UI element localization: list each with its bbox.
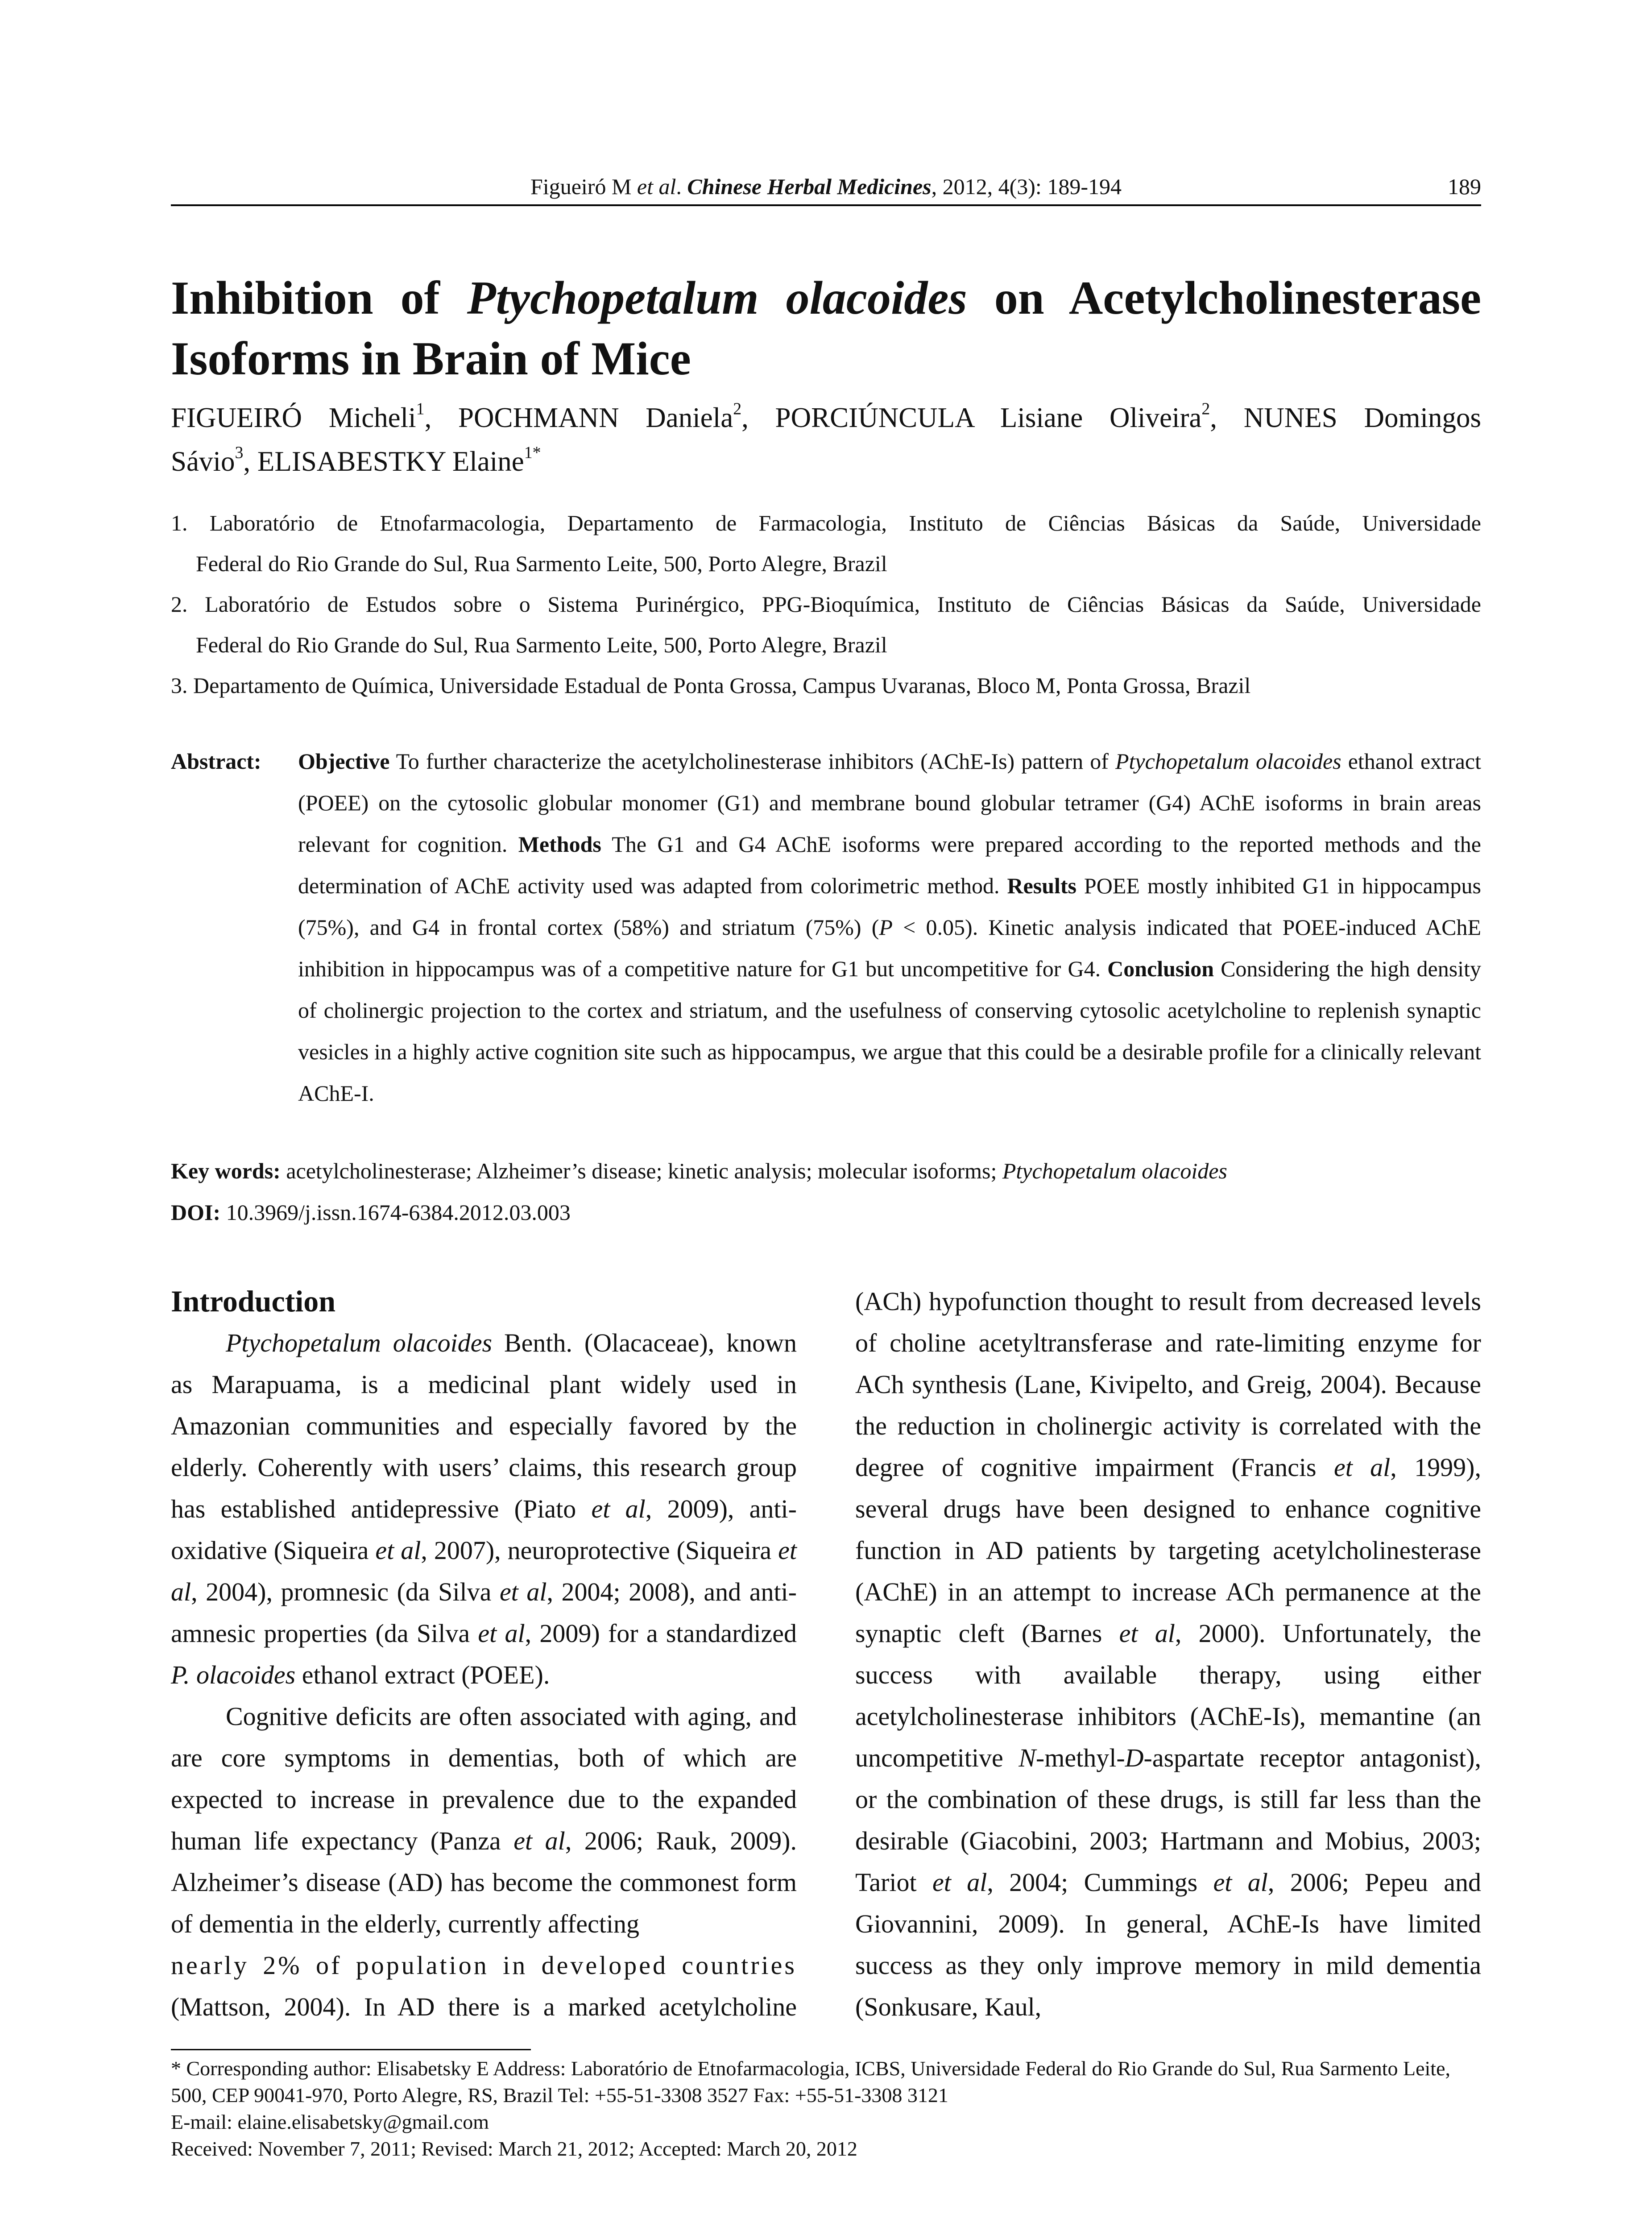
intro-paragraph-2-continued: (ACh) hypofunction thought to result from decreased levels of choline acetyltransferase and rate-limiting enzyme for ACh synthesis (Lane, Kivipelto, and Greig, 2004). Because the reduction in cholinergic activity is correlated with the degree of cognitive impairment (Francis et al, 1999), several drugs have been designed to enhance cognitive function in AD patients by targeting acetylcholinesterase (AChE) in an attempt to increase ACh permanence at the synaptic cleft (Barnes et al, 2000). Unfortunately, the success with available therapy, using either acetylcholinesterase inhibitors (AChE-Is), memantine (an uncompetitive N-methyl-D-aspartate receptor antagonist), or the combination of these drugs, is still far less than the desirable (Giacobini, 2003; Hartmann and Mobius, 2003; Tariot et al, 2004; Cummings et al, 2006; Pepeu and Giovannini, 2009). In general, AChE-Is have limited success as they only improve memory in mild dementia (Sonkusare, Kaul, [855, 1287, 1481, 2021]
intro-column-left: Introduction Ptychopetalum olacoides Benth. (Olacaceae), known as Marapuama, is a medicinal plant widely used in Amazonian communities and especially favored by the elderly. Coherently with users’ claims, this research group has established antidepressive (Piato et al, 2009), anti-oxidative (Siqueira et al, 2007), neuroprotective (Siqueira et al, 2004), promnesic (da Silva et al, 2004; 2008), and anti-amnesic properties (da Silva et al, 2009) for a standardized P. olacoides ethanol extract (POEE). Cognitive deficits are often associated with aging, and are core symptoms in dementias, both of which are expected to increase in prevalence due to the expanded human life expectancy (Panza et al, 2006; Rauk, 2009). Alzheimer’s disease (AD) has become the commonest form of dementia in the elderly, currently affecting nearly 2% of population in developed countries (Mattson, 2004). In AD there is a marked acetylcholine [171, 1281, 797, 2028]
keywords: Key words: acetylcholinesterase; Alzheimer’s disease; kinetic analysis; molecular isoforms; Ptychopetalum olacoides [171, 1158, 1227, 1183]
affiliation-1: 1. Laboratório de Etnofarmacologia, Departamento de Farmacologia, Instituto de Ciências Básicas da Saúde, Universidade [171, 510, 1481, 535]
abstract-label: Abstract: [171, 749, 261, 774]
intro-column-right [855, 1281, 1481, 2028]
affiliation-3: 3. Departamento de Química, Universidade Estadual de Ponta Grossa, Campus Uvaranas, Bloco M, Ponta Grossa, Brazil [171, 673, 1251, 698]
corresponding-author: * Corresponding author: Elisabetsky E Address: Laboratório de Etnofarmacologia, ICBS, Universidade Federal do Rio Grande do Sul, Rua Sarmento Leite, 500, CEP 90041-970, Porto Alegre, RS, Brazil Tel: +55-51-3308 3527 Fax: +55-51-3308 3121 [171, 2057, 1450, 2107]
abstract-body: Objective To further characterize the acetylcholinesterase inhibitors (AChE-Is) pattern of Ptychopetalum olacoides ethanol extract (POEE) on the cytosolic globular monomer (G1) and membrane bound globular tetramer (G4) AChE isoforms in brain areas relevant for cognition. Methods The G1 and G4 AChE isoforms were prepared according to the reported methods and the determination of AChE activity used was adapted from colorimetric method. Results POEE mostly inhibited G1 in hippocampus (75%), and G4 in frontal cortex (58%) and striatum (75%) (P < 0.05). Kinetic analysis indicated that POEE-induced AChE inhibition in hippocampus was of a competitive nature for G1 but uncompetitive for G4. Conclusion Considering the high density of cholinergic projection to the cortex and striatum, and the usefulness of conserving cytosolic acetylcholine to replenish synaptic vesicles in a highly active cognition site such as hippocampus, we argue that this could be a desirable profile for a clinically relevant AChE-I. [298, 749, 1481, 1106]
footnote [171, 2055, 1481, 2162]
intro-paragraph-2: Cognitive deficits are often associated with aging, and are core symptoms in dementias, both of which are expected to increase in prevalence due to the expanded human life expectancy (Panza et al, 2006; Rauk, 2009). Alzheimer’s disease (AD) has become the commonest form of dementia in the elderly, currently affecting [171, 1702, 797, 1938]
footnote-rule [171, 2049, 531, 2050]
affiliation-2: 2. Laboratório de Estudos sobre o Sistema Purinérgico, PPG-Bioquímica, Instituto de Ciências Básicas da Saúde, Universidade [171, 592, 1481, 617]
running-head [171, 173, 1481, 206]
affiliation-list: 1. Laboratório de Etnofarmacologia, Departamento de Farmacologia, Instituto de Ciências Básicas da Saúde, Universidade Federal do Rio Grande do Sul, Rua Sarmento Leite, 500, Porto Alegre, Brazil 2. Laboratório de Estudos sobre o Sistema Purinérgico, PPG-Bioquímica, Instituto de Ciências Básicas da Saúde, Universidade Federal do Rio Grande do Sul, Rua Sarmento Leite, 500, Porto Alegre, Brazil 3. Departamento de Química, Universidade Estadual de Ponta Grossa, Campus Uvaranas, Bloco M, Ponta Grossa, Brazil [171, 503, 1481, 706]
article-history: Received: November 7, 2011; Revised: March 21, 2012; Accepted: March 20, 2012 [171, 2137, 857, 2160]
page-number: 189 [1448, 174, 1481, 199]
keywords-block [171, 1150, 1481, 1233]
abstract [171, 741, 1481, 1114]
running-head-citation: Figueiró M et al. Chinese Herbal Medicines, 2012, 4(3): 189-194 [530, 174, 1122, 199]
article-title: Inhibition of Ptychopetalum olacoides on Acetylcholinesterase Isoforms in Brain of Mice [171, 272, 1481, 385]
intro-paragraph-1: Ptychopetalum olacoides Benth. (Olacaceae), known as Marapuama, is a medicinal plant widely used in Amazonian communities and especially favored by the elderly. Coherently with users’ claims, this research group has established antidepressive (Piato et al, 2009), anti-oxidative (Siqueira et al, 2007), neuroprotective (Siqueira et al, 2004), promnesic (da Silva et al, 2004; 2008), and anti-amnesic properties (da Silva et al, 2009) for a standardized P. olacoides ethanol extract (POEE). [171, 1328, 797, 1689]
doi: DOI: 10.3969/j.issn.1674-6384.2012.03.003 [171, 1200, 571, 1225]
author-email: E-mail: elaine.elisabetsky@gmail.com [171, 2111, 489, 2133]
journal-name: Chinese Herbal Medicines [687, 174, 932, 199]
intro-heading: Introduction [171, 1284, 336, 1318]
author-list: FIGUEIRÓ Micheli$^1$, POCHMANN Daniela$^2$, PORCIÚNCULA Lisiane Oliveira$^2$, NUNES Domingos Sávio$^3$, ELISABESTKY Elaine$^{1*}$ [171, 399, 1481, 477]
